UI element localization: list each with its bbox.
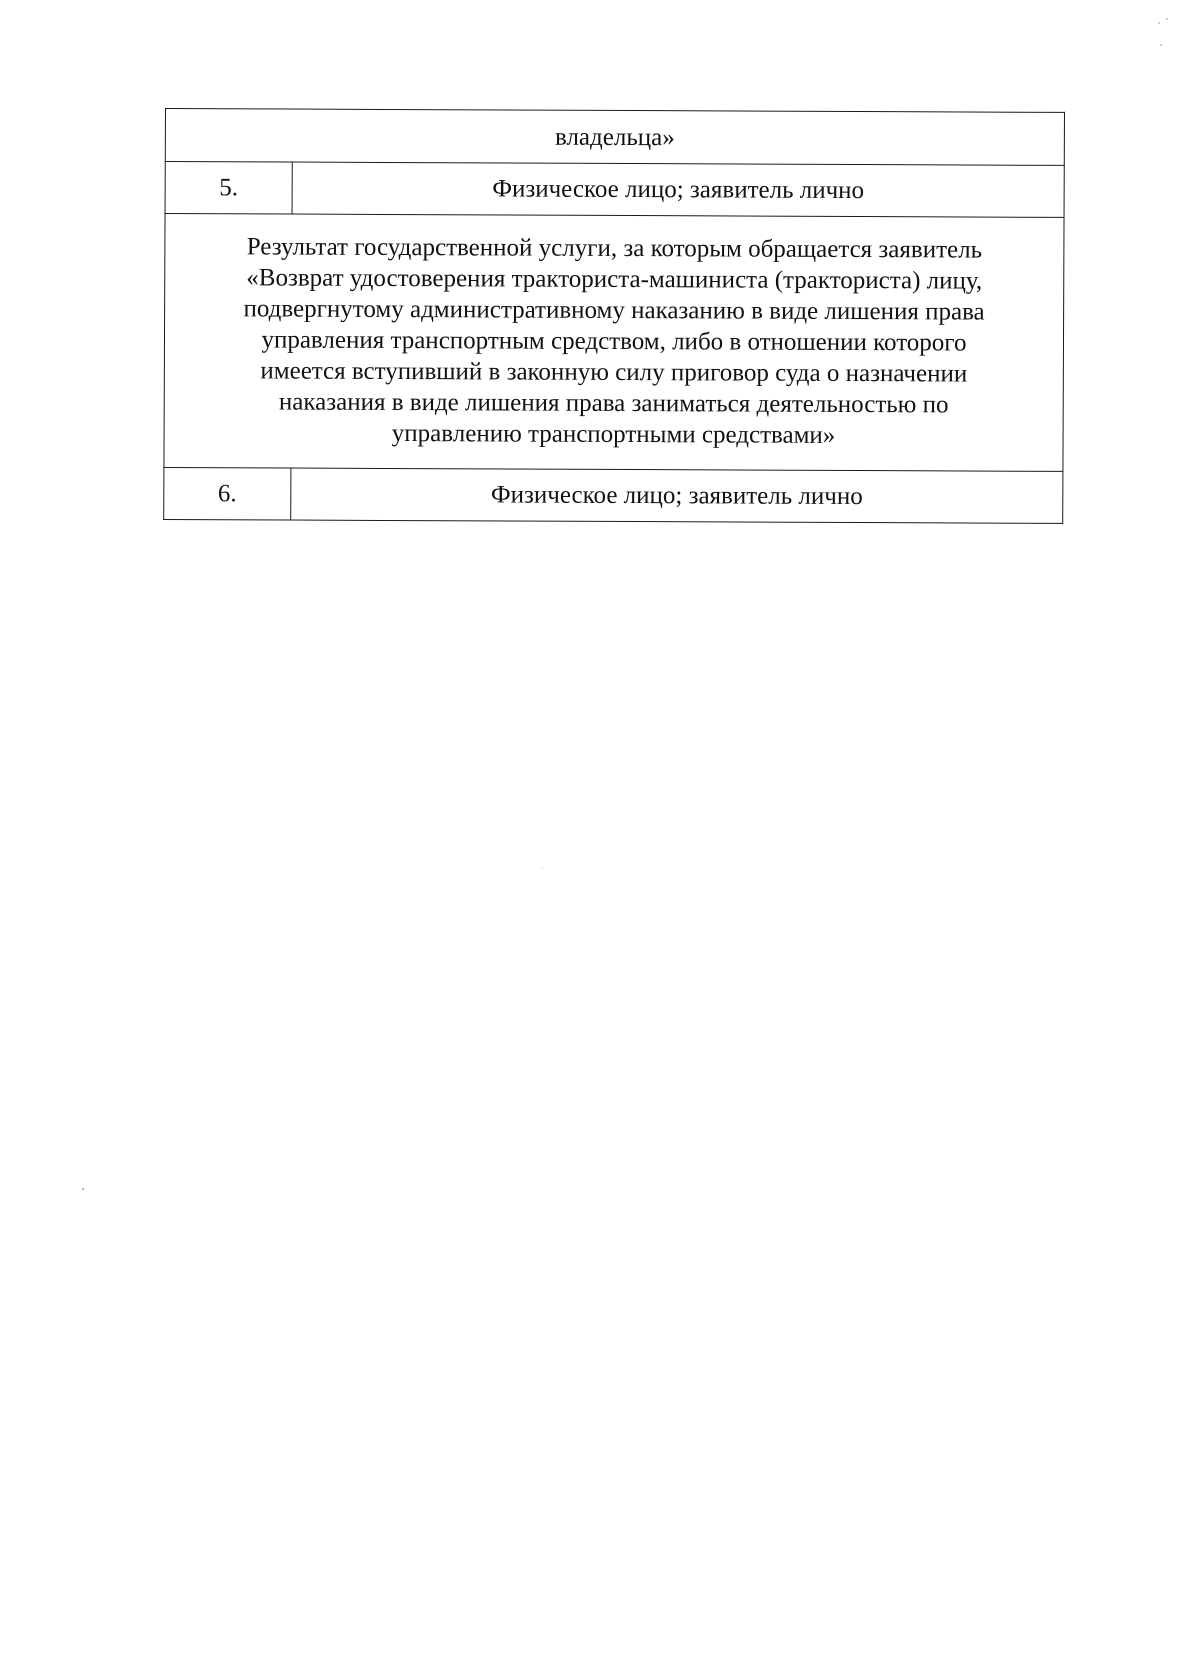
service-result-cell: [164, 214, 1064, 472]
result-text-line: наказания в виде лишения права заниматься деятельностью по: [278, 388, 949, 419]
table-row: [165, 109, 1064, 166]
applicant-cell: Физическое лицо; заявитель лично: [291, 468, 1063, 523]
scan-speck: [1166, 18, 1168, 20]
result-text-line: управления транспортным средством, либо в отношении которого: [261, 326, 967, 357]
table-row: [165, 162, 1064, 218]
continuation-cell: владельца»: [165, 109, 1064, 166]
services-table: [163, 108, 1065, 524]
scan-speck: [82, 1188, 84, 1190]
result-text-line: имеется вступивший в законную силу приговор суда о назначении: [260, 357, 968, 388]
result-text-line: подвергнутому административному наказанию в виде лишения права: [243, 295, 985, 326]
scan-speck: [542, 868, 543, 869]
result-text-line: «Возврат удостоверения тракториста-машиниста (тракториста) лицу,: [246, 264, 983, 295]
applicant-cell: Физическое лицо; заявитель лично: [292, 162, 1064, 217]
scan-speck: [1158, 22, 1160, 24]
table-row: [164, 467, 1063, 523]
result-text-line: управлению транспортными средствами»: [391, 419, 836, 449]
table-row: [164, 214, 1064, 472]
row-number-cell: 6.: [164, 467, 291, 520]
row-number-cell: 5.: [165, 162, 292, 215]
result-text-line: Результат государственной услуги, за которым обращается заявитель: [246, 233, 983, 264]
scan-speck: [1160, 44, 1162, 46]
